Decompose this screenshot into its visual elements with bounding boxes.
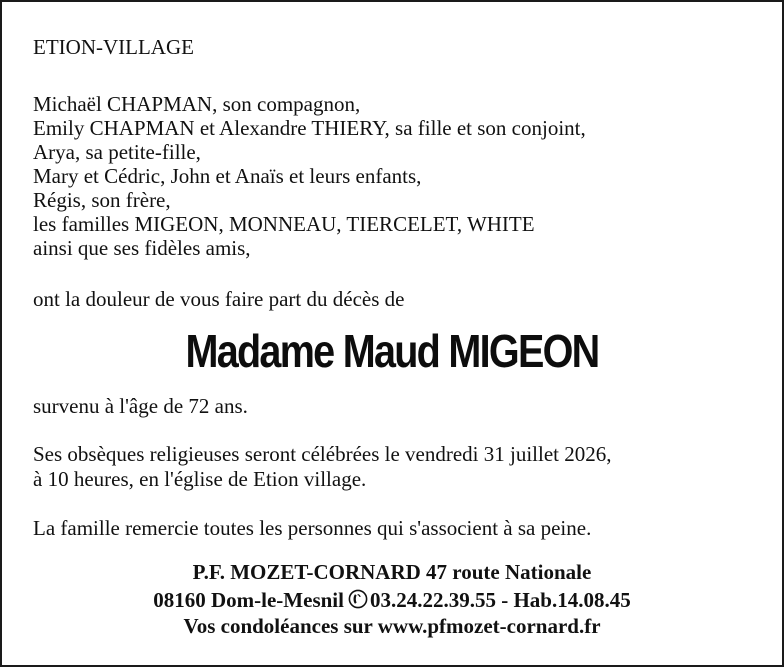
funeral-details-line-2: à 10 heures, en l'église de Etion village. <box>33 467 367 491</box>
funeral-home-contact <box>2 587 782 615</box>
age-text: survenu à l'âge de 72 ans. <box>33 394 248 418</box>
family-line-children: Mary et Cédric, John et Anaïs et leurs enfants, <box>33 164 422 188</box>
location-heading: ETION-VILLAGE <box>33 35 194 59</box>
funeral-details-line-1: Ses obsèques religieuses seront célébrées le vendredi 31 juillet 2026, <box>33 442 612 466</box>
family-line-partner: Michaël CHAPMAN, son compagnon, <box>33 92 361 116</box>
deceased-name: Madame Maud MIGEON <box>185 325 599 377</box>
family-line-families: les familles MIGEON, MONNEAU, TIERCELET, WHITE <box>33 212 535 236</box>
funeral-home-address: P.F. MOZET-CORNARD 47 route Nationale <box>192 560 592 584</box>
announcement-text: ont la douleur de vous faire part du décès de <box>33 287 405 311</box>
funeral-home-city: 08160 Dom-le-Mesnil <box>153 588 344 612</box>
family-line-friends: ainsi que ses fidèles amis, <box>33 236 251 260</box>
family-line-granddaughter: Arya, sa petite-fille, <box>33 140 201 164</box>
thanks-text: La famille remercie toutes les personnes qui s'associent à sa peine. <box>33 516 592 540</box>
family-line-daughter: Emily CHAPMAN et Alexandre THIERY, sa fille et son conjoint, <box>33 116 586 140</box>
funeral-home-phone: 03.24.22.39.55 - Hab.14.08.45 <box>369 588 631 612</box>
phone-icon <box>348 589 368 615</box>
family-line-brother: Régis, son frère, <box>33 188 171 212</box>
condolences-website: Vos condoléances sur www.pfmozet-cornard.fr <box>183 614 601 638</box>
